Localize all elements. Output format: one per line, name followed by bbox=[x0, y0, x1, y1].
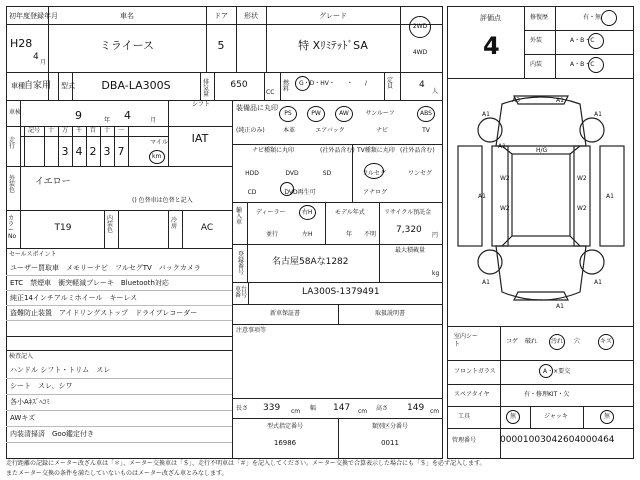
drive-type: 2WD bbox=[412, 23, 428, 30]
new-car-warranty: 新車保証書 bbox=[269, 310, 301, 317]
diagram-label: A1 bbox=[482, 279, 490, 286]
footer-line-1: 走行距離の記録にメーター改ざん車は「＊」、メーター交換車は「＄」、走行不明車は「＃」を記入してください。メーター交換で合算表示した場合にも「＄」を必ず記入します。 bbox=[6, 460, 486, 467]
navi-sub: (社外品含む) bbox=[320, 147, 355, 154]
chassis-label: 車台番号 bbox=[235, 286, 248, 299]
mileage-label: 走行 bbox=[9, 137, 16, 150]
drive-alt: 4WD bbox=[412, 49, 428, 56]
first-reg-month: 4 bbox=[33, 52, 39, 62]
equipment-item: サンルーフ bbox=[365, 110, 395, 117]
import-label: 輸入車 bbox=[236, 207, 243, 226]
ac-label: 冷房 bbox=[171, 217, 178, 230]
inspector-rule bbox=[6, 442, 232, 443]
score-label: 評価点 bbox=[480, 14, 501, 22]
width-value: 147 bbox=[333, 403, 351, 413]
diagram-label: H/G bbox=[536, 147, 548, 154]
sheet-item: 汚れ bbox=[551, 338, 564, 345]
inspector-line: AWキズ bbox=[10, 414, 36, 422]
grade-value: 特 XﾘﾐﾃｯﾄﾞSA bbox=[298, 39, 368, 52]
shape-label: 形状 bbox=[244, 12, 258, 20]
sales-point-line: 純正14インチアルミホイール キーレス bbox=[10, 294, 138, 302]
interior-grade: A・B・C bbox=[570, 61, 595, 68]
inspection-label: 車検 bbox=[9, 109, 22, 116]
sheet-item: 破れ bbox=[525, 338, 538, 345]
length-value: 339 bbox=[263, 403, 281, 413]
car-name-label: 車名 bbox=[120, 12, 134, 20]
mileage-cell-divider bbox=[72, 126, 73, 166]
door-count: 5 bbox=[217, 39, 225, 52]
recycle-amount: 7,320 bbox=[396, 225, 422, 235]
inspector-rule bbox=[6, 394, 232, 395]
navi-label: ナビ種類に丸印 bbox=[252, 147, 295, 154]
recycle-label: リサイクル預託金 bbox=[384, 209, 432, 216]
repair-label: 修復歴 bbox=[530, 14, 549, 21]
tv-item: ワンセグ bbox=[407, 170, 433, 177]
color-no-label: カラーNo bbox=[8, 215, 17, 240]
inspection-month: 4 bbox=[124, 109, 131, 122]
capacity-unit: 人 bbox=[432, 88, 439, 95]
plate-value: 名古屋58Aな1282 bbox=[272, 257, 349, 267]
mileage-digit: 7 bbox=[117, 145, 125, 158]
diagram-label: A1 bbox=[556, 97, 564, 104]
displacement-label: 排気量 bbox=[203, 79, 210, 98]
owner-manual: 取扱説明書 bbox=[374, 310, 406, 317]
width-label: 幅 bbox=[310, 405, 317, 412]
equipment-item: 本革 bbox=[282, 127, 296, 134]
equipment-item: AW bbox=[339, 110, 349, 117]
color-note: () 色替車は色替と記入 bbox=[132, 197, 193, 204]
length-label: 長さ bbox=[236, 405, 249, 412]
diagram-label: W2 bbox=[577, 205, 587, 212]
model-label: 型式 bbox=[61, 82, 75, 90]
exterior-label: 外装 bbox=[530, 37, 543, 44]
tv-item: アナログ bbox=[362, 189, 388, 196]
management-label: 管理番号 bbox=[452, 437, 477, 444]
repair-value: 有・無 bbox=[583, 14, 602, 21]
mileage-digit: 3 bbox=[103, 145, 111, 158]
score-value: 4 bbox=[483, 32, 500, 60]
mileage-unit: km bbox=[152, 153, 162, 160]
equipment-item: ABS bbox=[420, 110, 432, 117]
first-reg-month-unit: 月 bbox=[40, 59, 47, 66]
inspector-rule bbox=[6, 410, 232, 411]
load-unit: kg bbox=[432, 270, 440, 277]
diagram-right-side bbox=[574, 146, 590, 246]
model-year-label: モデル年式 bbox=[335, 209, 365, 216]
exterior-grade: A・B・C bbox=[570, 37, 595, 44]
navi-item: DVD bbox=[285, 170, 299, 177]
car-name: ミライース bbox=[99, 39, 155, 52]
model-value: DBA-LA300S bbox=[101, 79, 171, 92]
approval-class-no: 0011 bbox=[381, 439, 399, 447]
sales-rule bbox=[6, 275, 232, 276]
glass-label: フロントガラス bbox=[454, 368, 496, 375]
mileage-digit: 4 bbox=[75, 145, 83, 158]
inspector-line: 内装清掃済 Goo鑑定付き bbox=[10, 430, 94, 438]
equipment-item: TV bbox=[422, 127, 430, 134]
inspector-rule bbox=[6, 426, 232, 427]
diagram-front-seam bbox=[570, 146, 580, 154]
sales-point-line: 盗難防止装置 アイドリングストップ ドライブレコーダー bbox=[10, 309, 198, 317]
diagram-rear-bumper bbox=[514, 292, 568, 300]
jack-value: 無 bbox=[604, 413, 611, 420]
sales-point-line: ユーザー買取車 メモリーナビ フルセグTV バックカメラ bbox=[10, 264, 201, 272]
mileage-digit: 2 bbox=[89, 145, 97, 158]
equipment-item: エアバック bbox=[315, 127, 345, 134]
capacity-label: 定員 bbox=[387, 77, 394, 90]
door-label: ドア bbox=[214, 12, 228, 20]
repair-circle bbox=[601, 10, 617, 26]
first-reg-label: 初年度登録年月 bbox=[9, 12, 58, 20]
mileage-place-label: 千 bbox=[75, 127, 83, 134]
exterior-color: イエロー bbox=[35, 177, 71, 187]
diagram-label: A1 bbox=[606, 193, 614, 200]
diagram-rear-seam bbox=[570, 236, 580, 246]
load-label: 最大積載量 bbox=[395, 247, 426, 254]
interior-color-label: 内装色 bbox=[107, 215, 114, 234]
mileage-cell-divider bbox=[128, 126, 129, 166]
inspection-month-unit: 月 bbox=[150, 117, 157, 124]
equipment-label: 装備品に丸印 bbox=[236, 104, 278, 112]
diagram-roof bbox=[512, 154, 570, 236]
handle-right: 右H bbox=[302, 209, 313, 216]
diagram-label: A1 bbox=[556, 303, 564, 310]
displacement-value: 650 bbox=[230, 80, 248, 90]
grade-label: グレード bbox=[319, 12, 347, 20]
equipment-item: PS bbox=[284, 110, 292, 117]
mileage-place-label: 一 bbox=[117, 127, 125, 134]
diagram-label: A3 bbox=[512, 97, 520, 104]
diagram-label: W2 bbox=[577, 175, 587, 182]
inspector-line: ハンドル シフト・トリム スレ bbox=[10, 366, 111, 374]
jack-label: ジャッキ bbox=[544, 413, 568, 420]
height-unit: cm bbox=[430, 408, 440, 415]
navi-item: DVD再生可 bbox=[284, 189, 316, 196]
dvd-circle bbox=[280, 182, 294, 196]
spare-value: 有・修理KIT・欠 bbox=[524, 391, 570, 398]
height-value: 149 bbox=[407, 403, 425, 413]
mileage-place-label: 十 bbox=[103, 127, 111, 134]
mileage-cell-divider bbox=[86, 126, 87, 166]
color-no: T19 bbox=[54, 223, 72, 233]
handle-left: 左H bbox=[302, 231, 313, 238]
mileage-cell-divider bbox=[58, 126, 59, 166]
approval-model-no: 16986 bbox=[273, 439, 297, 447]
tv-label: TV種類に丸印 bbox=[357, 147, 395, 154]
tools-label: 工具 bbox=[458, 413, 471, 420]
recycle-unit: 円 bbox=[432, 232, 439, 239]
chassis-value: LA300S-1379491 bbox=[302, 287, 380, 297]
import-dealer: ディーラー bbox=[256, 209, 286, 216]
mileage-cell-divider bbox=[100, 126, 101, 166]
tv-sub: (社外品含む) bbox=[400, 147, 435, 154]
sheet-item: 穴 bbox=[574, 338, 581, 345]
notes-label: 注意事項等 bbox=[236, 327, 267, 334]
mileage-place-label: 十 bbox=[47, 127, 55, 134]
mileage-digit: 3 bbox=[61, 145, 69, 158]
sales-point-line: ETC 禁煙車 衝突軽減ブレーキ Bluetooth対応 bbox=[10, 279, 169, 287]
diagram-left-side bbox=[492, 146, 508, 246]
glass-value: A・×要交 bbox=[543, 368, 571, 375]
sales-rule bbox=[6, 305, 232, 306]
mileage-place-label: 記号 bbox=[27, 127, 41, 134]
mileage-cell-divider bbox=[114, 126, 115, 166]
capacity-value: 4 bbox=[419, 80, 425, 90]
diagram-label: W2 bbox=[500, 205, 510, 212]
mileage-cell-divider bbox=[24, 126, 25, 166]
interior-label: 内装 bbox=[530, 61, 543, 68]
inspection-year-unit: 年 bbox=[104, 117, 111, 124]
width-unit: cm bbox=[358, 408, 368, 415]
diagram-label: A1 bbox=[478, 193, 486, 200]
management-number: 00001003042604000464 bbox=[500, 435, 615, 445]
diagram-rear-seam bbox=[502, 236, 512, 246]
model-year-unknown: 不明 bbox=[364, 231, 377, 238]
exterior-color-label: 外装色 bbox=[9, 175, 16, 194]
equipment-sub: (純正のみ) bbox=[236, 127, 265, 134]
car-diagram bbox=[452, 86, 630, 322]
navi-item: HDD bbox=[245, 170, 259, 177]
diagram-label: W2 bbox=[500, 175, 510, 182]
navi-item: CD bbox=[247, 189, 257, 196]
shift-value: IAT bbox=[191, 132, 209, 145]
inspector-label: 検査記入 bbox=[9, 353, 34, 360]
diagram-label: A1 bbox=[482, 111, 490, 118]
ac-value: AC bbox=[200, 223, 214, 233]
diagram-label: A1 bbox=[594, 111, 602, 118]
mileage-place-label: 百 bbox=[89, 127, 97, 134]
inspector-line: シート スレ、シワ bbox=[10, 382, 73, 390]
approval-class-label: 類別区分番号 bbox=[371, 423, 409, 430]
equipment-item: ナビ bbox=[375, 127, 389, 134]
inspector-line: 各小Aｷｽﾞﾍｺﾐ bbox=[10, 398, 50, 406]
diagram-label: A1 bbox=[594, 279, 602, 286]
sales-label: セールスポイント bbox=[9, 251, 57, 258]
mileage-place-label: 万 bbox=[61, 127, 69, 134]
length-unit: cm bbox=[291, 408, 301, 415]
mileage-unit-label: マイル bbox=[150, 139, 168, 146]
diagram-label: A1 bbox=[498, 143, 506, 150]
import-parallel: 並行 bbox=[266, 231, 279, 238]
approval-model-label: 型式指定番号 bbox=[266, 423, 304, 430]
fullseg-circle bbox=[364, 163, 384, 179]
plate-label: 登録番号 bbox=[238, 251, 245, 276]
first-reg-year: H28 bbox=[10, 37, 33, 50]
model-year-unit: 年 bbox=[346, 231, 353, 238]
sales-rule bbox=[6, 320, 232, 321]
sheet-item: キズ bbox=[600, 338, 612, 345]
vehicle-type-label: 車種 bbox=[11, 82, 25, 90]
tv-item: フルセグ bbox=[362, 170, 386, 177]
fuel-label: 燃料 bbox=[283, 80, 290, 93]
inspection-year: 9 bbox=[75, 109, 82, 122]
height-label: 高さ bbox=[376, 405, 389, 412]
spare-label: スペアタイヤ bbox=[454, 391, 490, 398]
equipment-item: PW bbox=[311, 110, 321, 117]
fuel-options: G・D・HV・ ・ / bbox=[299, 80, 367, 87]
sheet-item: コゲ bbox=[506, 338, 519, 345]
interior-sheet-label: 室内シート bbox=[454, 333, 479, 349]
navi-item: SD bbox=[322, 170, 332, 177]
mileage-cell-divider bbox=[44, 126, 45, 166]
shift-label: シフト bbox=[192, 101, 211, 108]
cc-unit: CC bbox=[266, 89, 275, 96]
sales-rule bbox=[6, 290, 232, 291]
usage: 自家用 bbox=[24, 81, 52, 91]
tools-value: 無 bbox=[510, 413, 517, 420]
inspector-rule bbox=[6, 378, 232, 379]
footer-line-2: またメーター交換の条件を満たしていないものはメーター改ざん車とみなします。 bbox=[6, 470, 228, 477]
